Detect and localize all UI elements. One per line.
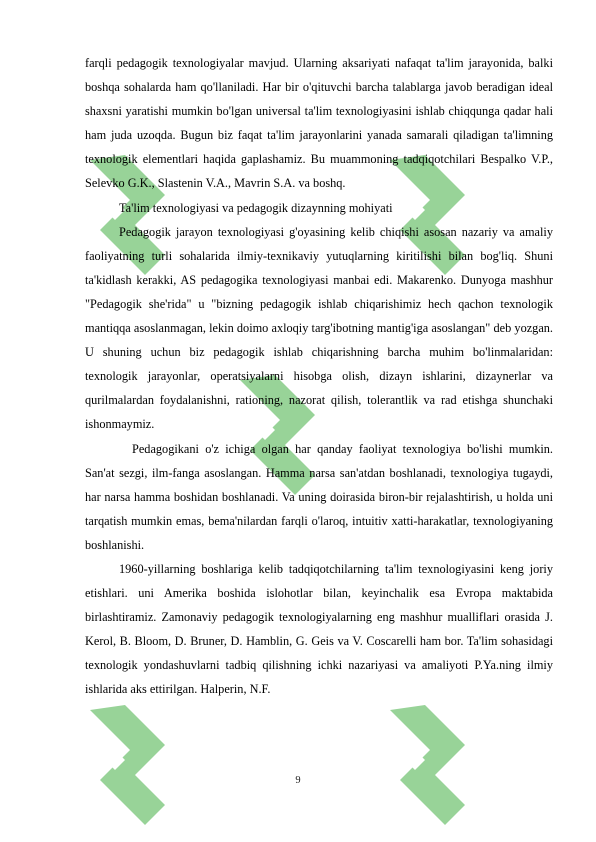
page-number: 9 xyxy=(295,775,301,786)
paragraph: 1960-yillarning boshlariga kelib tadqiqotchilarning ta'lim texnologiyasini keng joriy etishlari. uni Amerika boshida islohotlar bilan, keyinchalik esa Evropa maktabida birlashtiramiz. Zamonaviy pedagogik texnologiyalarning eng mashhur mualliflari orasida J. Kerol, B. Bloom, D. Bruner, D. Hamblin, G. Geis va V. Coscarelli ham bor. Ta'lim sohasidagi texnologik yondashuvlarni tadbiq qilishning ichki nazariyasi va amaliyoti P.Ya.ning ilmiy ishlarida aks ettirilgan. Halperin, N.F. xyxy=(85,561,553,697)
paragraph: Pedagogikani o'z ichiga olgan har qanday faoliyat texnologiya bo'lishi mumkin. San'at sezgi, ilm-fanga asoslangan. Hamma narsa san'atdan boshlanadi, texnologiya tugaydi, har narsa hamma boshidan boshlanadi. Va uning doirasida biron-bir rejalashtirish, u holda uni tarqatish mumkin emas, bema'nilardan farqli o'laroq, intuitiv xatti-harakatlar, texnologiyaning boshlanishi. xyxy=(85,441,553,552)
paragraph: Pedagogik jarayon texnologiyasi g'oyasining kelib chiqishi asosan nazariy va amaliy faoliyatning turli sohalarida ilmiy-texnikaviy yutuqlarning kiritilishi bilan bog'liq. Shuni ta'kidlash kerakki, AS pedagogika texnologiyasi manbai edi. Makarenko. Dunyoga mashhur "Pedagogik she'rida" u "bizning pedagogik ishlab chiqarishimiz hech qachon texnologik mantiqqa asoslanmagan, lekin doimo axloqiy targ'ibotning mantig'iga asoslangan" deb yozgan. U shuning uchun biz pedagogik ishlab chiqarishning barcha muhim bo'linmalaridan: texnologik jarayonlar, operatsiyalarni hisobga olish, dizayn ishlarini, dizaynerlar va qurilmalardan foydalanishni, rationing, nazorat qilish, tolerantlik va rad etishga shunchaki ishonmaymiz. xyxy=(85,224,553,432)
paragraph: farqli pedagogik texnologiyalar mavjud. Ularning aksariyati nafaqat ta'lim jarayonida, balki boshqa sohalarda ham qo'llaniladi. Har bir o'qituvchi barcha talablarga javob beradigan ideal shaxsni yaratishi mumkin bo'lgan universal ta'lim texnologiyasini ishlab chiqqunga qadar hali ham juda uzoqda. Bugun biz faqat ta'lim jarayonlarini yanada samarali qiladigan ta'limning texnologik elementlari haqida gaplashamiz. Bu muammoning tadqiqotchilari Bespalko V.P., Selevko G.K., Slastenin V.A., Mavrin S.A. va boshq. xyxy=(85,56,553,191)
section-heading: Ta'lim texnologiyasi va pedagogik dizaynning mohiyati xyxy=(119,200,393,215)
watermark-logo-icon xyxy=(70,690,200,840)
page-body xyxy=(85,51,553,702)
watermark-logo-icon xyxy=(370,690,500,840)
